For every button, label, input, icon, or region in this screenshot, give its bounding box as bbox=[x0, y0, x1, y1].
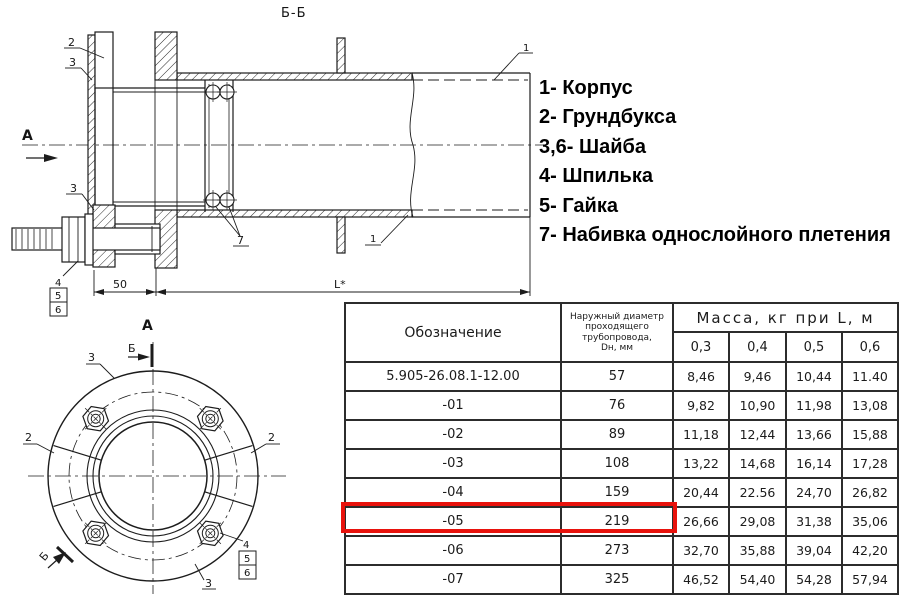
cell-mass: 35,06 bbox=[842, 507, 898, 536]
cell-diameter: 159 bbox=[561, 478, 673, 507]
cell-diameter: 273 bbox=[561, 536, 673, 565]
diameter-line-1: Наружный диаметр bbox=[570, 311, 664, 322]
washer-under-nut bbox=[85, 214, 93, 265]
cell-mass: 8,46 bbox=[673, 362, 729, 391]
callout-6: 6 bbox=[55, 305, 62, 316]
cell-mass: 9,46 bbox=[729, 362, 786, 391]
cell-mass: 15,88 bbox=[842, 420, 898, 449]
cell-mass: 24,70 bbox=[786, 478, 842, 507]
cell-designation: 5.905-26.08.1-12.00 bbox=[345, 362, 561, 391]
mass-spec-table bbox=[344, 302, 899, 595]
table-row bbox=[345, 420, 898, 449]
cell-mass: 31,38 bbox=[786, 507, 842, 536]
legend-item-gayka: 5- Гайка bbox=[539, 194, 618, 217]
callout-3b: 3 bbox=[70, 182, 77, 195]
cell-diameter: 219 bbox=[561, 507, 673, 536]
callout-1-top: 1 bbox=[523, 43, 530, 54]
cell-designation: -07 bbox=[345, 565, 561, 594]
diameter-line-2: проходящего bbox=[585, 322, 649, 332]
cell-diameter: 325 bbox=[561, 565, 673, 594]
table-row bbox=[345, 565, 898, 594]
callout-1-bottom: 1 bbox=[370, 234, 377, 245]
table-row bbox=[345, 478, 898, 507]
callout-3-view-a: 3 bbox=[88, 351, 95, 364]
cell-mass: 13,08 bbox=[842, 391, 898, 420]
cell-mass: 11,18 bbox=[673, 420, 729, 449]
callout-3: 3 bbox=[69, 56, 76, 69]
callout-5: 5 bbox=[55, 291, 62, 302]
cell-designation: -02 bbox=[345, 420, 561, 449]
cell-designation: -04 bbox=[345, 478, 561, 507]
col-header-l-03: 0,3 bbox=[673, 332, 729, 362]
dim-50: 50 bbox=[113, 278, 127, 291]
cell-mass: 29,08 bbox=[729, 507, 786, 536]
cell-designation: -01 bbox=[345, 391, 561, 420]
col-header-mass: Масса, кг при L, м bbox=[673, 303, 898, 332]
dim-l: L* bbox=[334, 278, 346, 291]
diameter-line-3: трубопровода, bbox=[582, 332, 652, 343]
packing-rings bbox=[203, 82, 237, 210]
cell-diameter: 57 bbox=[561, 362, 673, 391]
callout-4-view-a: 4 bbox=[243, 540, 250, 551]
cell-mass: 26,66 bbox=[673, 507, 729, 536]
cell-mass: 32,70 bbox=[673, 536, 729, 565]
pipe-body bbox=[177, 38, 530, 253]
legend-item-nabivka: 7- Набивка однослойного плетения bbox=[539, 223, 891, 246]
callout-2-left: 2 bbox=[25, 431, 32, 444]
table-row bbox=[345, 536, 898, 565]
pipe-rib-bottom bbox=[337, 217, 345, 253]
section-mark-bottom-label: Б bbox=[36, 549, 52, 564]
callout-7: 7 bbox=[237, 234, 244, 247]
col-header-diameter bbox=[561, 303, 673, 362]
cell-mass: 16,14 bbox=[786, 449, 842, 478]
cell-mass: 12,44 bbox=[729, 420, 786, 449]
cell-mass: 39,04 bbox=[786, 536, 842, 565]
table-row bbox=[345, 391, 898, 420]
callout-5-view-a: 5 bbox=[244, 554, 251, 565]
legend-item-shpilka: 4- Шпилька bbox=[539, 165, 653, 188]
cell-mass: 13,66 bbox=[786, 420, 842, 449]
cell-mass: 13,22 bbox=[673, 449, 729, 478]
col-header-l-04: 0,4 bbox=[729, 332, 786, 362]
table-row bbox=[345, 449, 898, 478]
callout-3-bottom: 3 bbox=[205, 577, 212, 590]
cell-mass: 22.56 bbox=[729, 478, 786, 507]
callout-6-view-a: 6 bbox=[244, 568, 251, 579]
cell-mass: 42,20 bbox=[842, 536, 898, 565]
gland-flange-top bbox=[95, 32, 113, 88]
hex-nut bbox=[62, 217, 85, 262]
body-flange-top bbox=[155, 32, 177, 80]
view-arrow-label: А bbox=[22, 128, 33, 144]
cell-mass: 57,94 bbox=[842, 565, 898, 594]
col-header-l-06: 0,6 bbox=[842, 332, 898, 362]
cell-mass: 35,88 bbox=[729, 536, 786, 565]
parts-legend bbox=[539, 74, 891, 250]
section-view-bb bbox=[12, 32, 546, 316]
legend-item-korpus: 1- Корпус bbox=[539, 77, 633, 99]
view-a-title: А bbox=[142, 318, 153, 334]
cell-diameter: 76 bbox=[561, 391, 673, 420]
cell-diameter: 89 bbox=[561, 420, 673, 449]
table-row-highlighted bbox=[345, 507, 898, 536]
cell-designation: -03 bbox=[345, 449, 561, 478]
section-mark-top-label: Б bbox=[128, 342, 136, 355]
callout-4: 4 bbox=[55, 278, 62, 289]
callout-2: 2 bbox=[68, 36, 75, 49]
cell-mass: 10,90 bbox=[729, 391, 786, 420]
stud-assembly bbox=[12, 205, 160, 267]
cell-mass: 26,82 bbox=[842, 478, 898, 507]
section-title: Б-Б bbox=[281, 6, 307, 21]
table-row bbox=[345, 362, 898, 391]
cell-mass: 11,98 bbox=[786, 391, 842, 420]
cell-mass: 9,82 bbox=[673, 391, 729, 420]
cell-mass: 54,40 bbox=[729, 565, 786, 594]
cell-mass: 14,68 bbox=[729, 449, 786, 478]
col-header-designation: Обозначение bbox=[345, 303, 561, 362]
cell-mass: 20,44 bbox=[673, 478, 729, 507]
cell-mass: 17,28 bbox=[842, 449, 898, 478]
section-mark-bottom bbox=[48, 547, 73, 568]
legend-item-shayba: 3,6- Шайба bbox=[539, 135, 647, 158]
cell-diameter: 108 bbox=[561, 449, 673, 478]
view-a-arrow bbox=[26, 154, 58, 162]
cell-mass: 11.40 bbox=[842, 362, 898, 391]
cell-mass: 46,52 bbox=[673, 565, 729, 594]
diameter-line-4: Dн, мм bbox=[600, 343, 634, 353]
cell-designation: -06 bbox=[345, 536, 561, 565]
col-header-l-05: 0,5 bbox=[786, 332, 842, 362]
legend-item-grundbuksa: 2- Грундбукса bbox=[539, 106, 677, 129]
pipe-rib-top bbox=[337, 38, 345, 73]
callout-2-right: 2 bbox=[268, 431, 275, 444]
cell-designation: -05 bbox=[345, 507, 561, 536]
cell-mass: 10,44 bbox=[786, 362, 842, 391]
cell-mass: 54,28 bbox=[786, 565, 842, 594]
